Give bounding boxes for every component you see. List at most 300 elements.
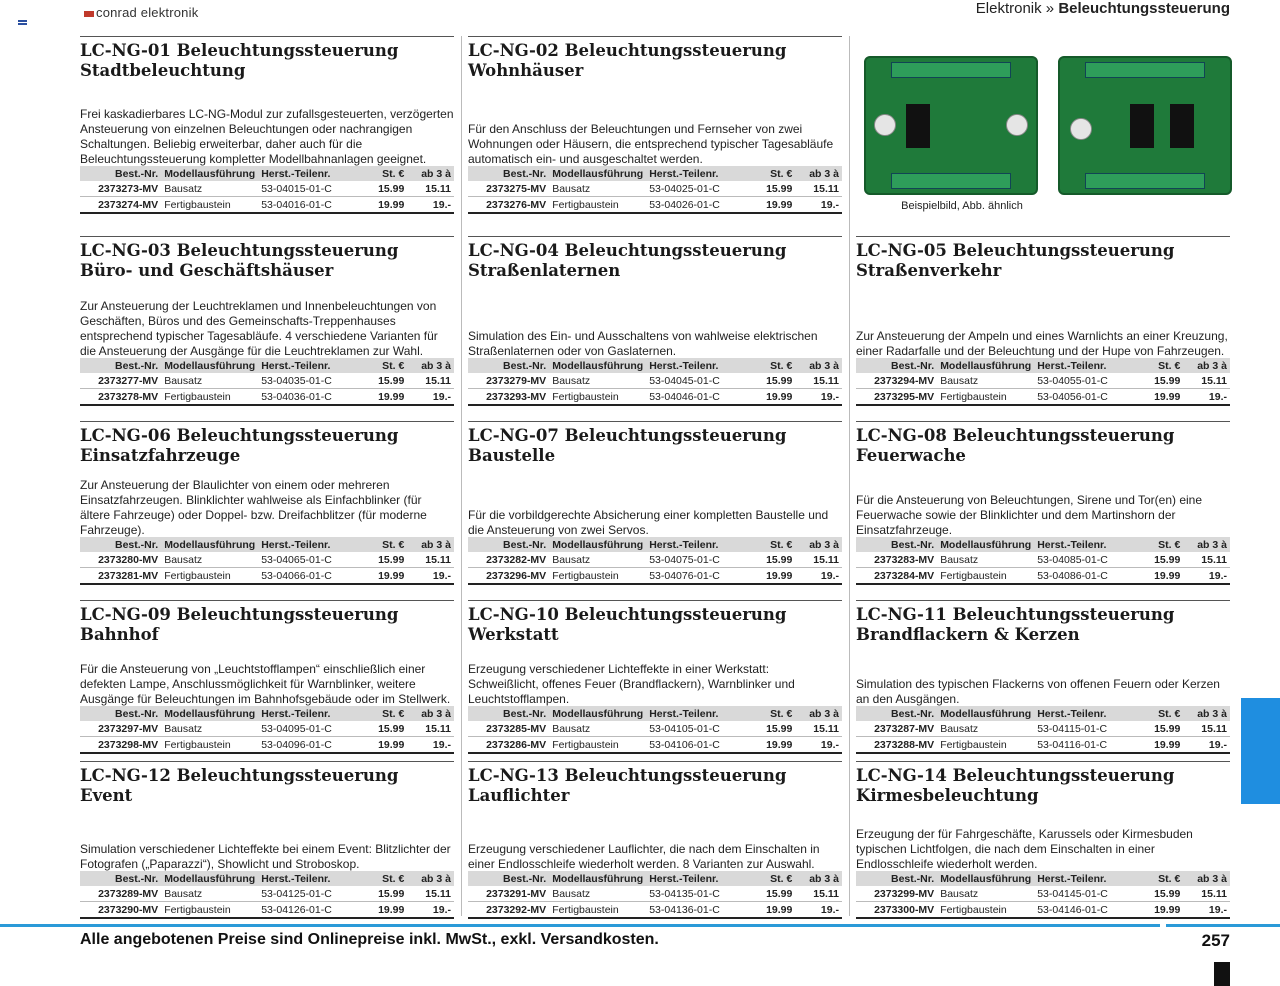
table-row[interactable] bbox=[80, 389, 454, 406]
table-header-cell: St. € bbox=[1135, 537, 1184, 552]
table-header-cell: Modellausführung bbox=[161, 358, 258, 373]
product-title: LC-NG-01 Beleuchtungssteuerung Stadtbeleuchtung bbox=[80, 41, 399, 80]
table-header-cell: Herst.-Teilenr. bbox=[258, 537, 359, 552]
product-title: LC-NG-06 Beleuchtungssteuerung Einsatzfahrzeuge bbox=[80, 426, 399, 465]
part-number: 53-04116-01-C bbox=[1034, 737, 1135, 754]
page-number: 257 bbox=[1201, 931, 1230, 950]
table-header-cell: Herst.-Teilenr. bbox=[1034, 871, 1135, 886]
price-single: 19.99 bbox=[747, 197, 796, 214]
product-description: Zur Ansteuerung der Leuchtreklamen und Innenbeleuchtungen von Geschäften, Büros und des Gemeinschafts-Treppenhauses entsprechend typischer Tagesabläufe. 4 verschiedene Varianten für die Ansteuerung der Ausgänge für die Leuchtreklamen zur Wahl. bbox=[80, 299, 438, 358]
order-number[interactable]: 2373289-MV bbox=[80, 886, 161, 902]
card-rule bbox=[468, 761, 842, 762]
table-header-cell: ab 3 à bbox=[1183, 358, 1230, 373]
price-bulk: 19.- bbox=[1183, 902, 1230, 919]
table-header-cell: St. € bbox=[1135, 706, 1184, 721]
price-table bbox=[80, 871, 454, 919]
product-title: LC-NG-03 Beleuchtungssteuerung Büro- und Geschäftshäuser bbox=[80, 241, 399, 280]
table-header-cell: Best.-Nr. bbox=[468, 358, 549, 373]
table-header-cell: ab 3 à bbox=[795, 871, 842, 886]
table-header-cell: ab 3 à bbox=[407, 166, 454, 181]
product-title: LC-NG-04 Beleuchtungssteuerung Straßenlaternen bbox=[468, 241, 787, 280]
model-variant: Bausatz bbox=[549, 373, 646, 389]
model-variant: Bausatz bbox=[549, 886, 646, 902]
price-table bbox=[468, 358, 842, 406]
price-single: 15.99 bbox=[1135, 373, 1184, 389]
part-number: 53-04105-01-C bbox=[646, 721, 747, 737]
model-variant: Bausatz bbox=[549, 721, 646, 737]
product-card bbox=[80, 761, 454, 919]
table-header-cell: ab 3 à bbox=[407, 537, 454, 552]
table-header-cell: St. € bbox=[359, 358, 408, 373]
part-number: 53-04045-01-C bbox=[646, 373, 747, 389]
part-number: 53-04096-01-C bbox=[258, 737, 359, 754]
table-row[interactable] bbox=[856, 737, 1230, 754]
table-row[interactable] bbox=[80, 552, 454, 568]
product-card bbox=[856, 600, 1230, 754]
table-header-cell: St. € bbox=[1135, 871, 1184, 886]
table-header-cell: Modellausführung bbox=[549, 871, 646, 886]
price-bulk: 15.11 bbox=[407, 373, 454, 389]
price-bulk: 19.- bbox=[795, 737, 842, 754]
product-description: Frei kaskadierbares LC-NG-Modul zur zufallsgesteuerten, verzögerten Ansteuerung von einzelnen Beleuchtungen oder nachrangigen Schaltungen. Beliebig erweiterbar, daher auch für die Beleuchtungssteuerung kompletter Modellbahnanlagen geeignet. bbox=[80, 107, 454, 166]
page-header bbox=[0, 0, 1280, 32]
table-header-cell: Herst.-Teilenr. bbox=[646, 537, 747, 552]
product-card bbox=[80, 600, 454, 754]
product-title: LC-NG-05 Beleuchtungssteuerung Straßenverkehr bbox=[856, 241, 1175, 280]
table-header-cell: Herst.-Teilenr. bbox=[1034, 358, 1135, 373]
breadcrumb-parent[interactable]: Elektronik » bbox=[975, 0, 1055, 17]
price-single: 15.99 bbox=[1135, 552, 1184, 568]
product-description: Für die Ansteuerung von Beleuchtungen, Sirene und Tor(en) eine Feuerwache sowie der Blinklichter und dem Martinshorn der Einsatzfahrzeuge. bbox=[856, 493, 1203, 537]
product-title: LC-NG-10 Beleuchtungssteuerung Werkstatt bbox=[468, 605, 787, 644]
part-number: 53-04035-01-C bbox=[258, 373, 359, 389]
product-title: LC-NG-12 Beleuchtungssteuerung Event bbox=[80, 766, 399, 805]
order-number[interactable]: 2373285-MV bbox=[468, 721, 549, 737]
table-row[interactable] bbox=[468, 886, 842, 902]
table-header-cell: St. € bbox=[359, 537, 408, 552]
model-variant: Bausatz bbox=[937, 552, 1034, 568]
table-header-cell: Best.-Nr. bbox=[80, 706, 161, 721]
table-row[interactable] bbox=[468, 552, 842, 568]
table-header-cell: Modellausführung bbox=[937, 537, 1034, 552]
footer-note: Alle angebotenen Preise sind Onlinepreise inkl. MwSt., exkl. Versandkosten. bbox=[80, 931, 659, 948]
card-rule bbox=[468, 600, 842, 601]
table-header-cell: Modellausführung bbox=[549, 706, 646, 721]
model-variant: Bausatz bbox=[937, 721, 1034, 737]
price-single: 19.99 bbox=[1135, 737, 1184, 754]
price-table bbox=[80, 706, 454, 754]
product-card bbox=[468, 421, 842, 585]
part-number: 53-04095-01-C bbox=[258, 721, 359, 737]
price-bulk: 15.11 bbox=[795, 181, 842, 197]
price-bulk: 19.- bbox=[795, 389, 842, 406]
table-header-cell: Modellausführung bbox=[549, 358, 646, 373]
price-single: 15.99 bbox=[747, 721, 796, 737]
table-header-cell: Herst.-Teilenr. bbox=[258, 358, 359, 373]
table-header-cell: Modellausführung bbox=[161, 537, 258, 552]
price-bulk: 15.11 bbox=[1183, 721, 1230, 737]
table-header-cell: Modellausführung bbox=[549, 166, 646, 181]
table-header-cell: St. € bbox=[359, 706, 408, 721]
table-row[interactable] bbox=[80, 568, 454, 585]
table-header-cell: Modellausführung bbox=[549, 537, 646, 552]
column-divider bbox=[849, 36, 850, 916]
table-row[interactable] bbox=[468, 568, 842, 585]
table-header-cell: Modellausführung bbox=[161, 706, 258, 721]
table-header-cell: ab 3 à bbox=[407, 871, 454, 886]
price-table bbox=[856, 537, 1230, 585]
product-card bbox=[468, 236, 842, 406]
price-single: 19.99 bbox=[747, 902, 796, 919]
table-header-cell: St. € bbox=[1135, 358, 1184, 373]
table-row[interactable] bbox=[468, 181, 842, 197]
table-header-cell: Best.-Nr. bbox=[468, 166, 549, 181]
order-number[interactable]: 2373290-MV bbox=[80, 902, 161, 919]
part-number: 53-04145-01-C bbox=[1034, 886, 1135, 902]
price-single: 15.99 bbox=[747, 886, 796, 902]
table-header-cell: Herst.-Teilenr. bbox=[1034, 706, 1135, 721]
model-variant: Fertigbaustein bbox=[161, 568, 258, 585]
order-number[interactable]: 2373274-MV bbox=[80, 197, 161, 214]
order-number[interactable]: 2373283-MV bbox=[856, 552, 937, 568]
table-header-cell: Best.-Nr. bbox=[856, 871, 937, 886]
price-bulk: 19.- bbox=[1183, 568, 1230, 585]
section-tab[interactable] bbox=[1241, 698, 1280, 804]
table-header-cell: Herst.-Teilenr. bbox=[1034, 537, 1135, 552]
table-row[interactable] bbox=[856, 552, 1230, 568]
product-description: Simulation des Ein- und Ausschaltens von wahlweise elektrischen Straßenlaternen oder von Gaslaternen. bbox=[468, 329, 818, 358]
price-bulk: 15.11 bbox=[795, 886, 842, 902]
table-row[interactable] bbox=[80, 181, 454, 197]
order-number[interactable]: 2373282-MV bbox=[468, 552, 549, 568]
table-header-cell: St. € bbox=[747, 166, 796, 181]
model-variant: Fertigbaustein bbox=[549, 737, 646, 754]
model-variant: Bausatz bbox=[937, 373, 1034, 389]
table-row[interactable] bbox=[856, 389, 1230, 406]
table-row[interactable] bbox=[856, 568, 1230, 585]
product-description: Simulation verschiedener Lichteffekte bei einem Event: Blitzlichter der Fotografen („Paparazzi“), Showlicht und Stroboskop. bbox=[80, 842, 451, 871]
part-number: 53-04126-01-C bbox=[258, 902, 359, 919]
table-header-cell: ab 3 à bbox=[1183, 871, 1230, 886]
logo bbox=[84, 5, 198, 20]
card-rule bbox=[80, 761, 454, 762]
order-number[interactable]: 2373294-MV bbox=[856, 373, 937, 389]
price-bulk: 15.11 bbox=[795, 552, 842, 568]
table-header-cell: Herst.-Teilenr. bbox=[646, 358, 747, 373]
table-header-cell: Modellausführung bbox=[937, 871, 1034, 886]
product-card bbox=[80, 421, 454, 585]
table-row[interactable] bbox=[468, 737, 842, 754]
table-header-cell: Best.-Nr. bbox=[80, 358, 161, 373]
price-bulk: 15.11 bbox=[795, 721, 842, 737]
card-rule bbox=[856, 421, 1230, 422]
card-rule bbox=[856, 761, 1230, 762]
product-card bbox=[856, 761, 1230, 919]
part-number: 53-04036-01-C bbox=[258, 389, 359, 406]
price-single: 19.99 bbox=[359, 568, 408, 585]
price-single: 15.99 bbox=[359, 886, 408, 902]
table-header-cell: St. € bbox=[747, 706, 796, 721]
table-header-cell: Herst.-Teilenr. bbox=[258, 706, 359, 721]
part-number: 53-04085-01-C bbox=[1034, 552, 1135, 568]
logo-mark-icon bbox=[84, 11, 94, 17]
price-table bbox=[856, 706, 1230, 754]
product-description: Simulation des typischen Flackerns von offenen Feuern oder Kerzen an den Ausgängen. bbox=[856, 677, 1220, 706]
part-number: 53-04125-01-C bbox=[258, 886, 359, 902]
price-bulk: 19.- bbox=[407, 197, 454, 214]
price-bulk: 19.- bbox=[407, 568, 454, 585]
price-single: 19.99 bbox=[747, 568, 796, 585]
footer-rule bbox=[0, 924, 1160, 927]
table-header-cell: Modellausführung bbox=[161, 871, 258, 886]
card-rule bbox=[80, 600, 454, 601]
product-card bbox=[856, 236, 1230, 406]
order-number[interactable]: 2373279-MV bbox=[468, 373, 549, 389]
table-row[interactable] bbox=[856, 373, 1230, 389]
price-table bbox=[856, 358, 1230, 406]
model-variant: Fertigbaustein bbox=[161, 902, 258, 919]
product-title: LC-NG-11 Beleuchtungssteuerung Brandflackern & Kerzen bbox=[856, 605, 1175, 644]
breadcrumb bbox=[976, 0, 1230, 17]
model-variant: Fertigbaustein bbox=[549, 902, 646, 919]
model-variant: Bausatz bbox=[161, 721, 258, 737]
model-variant: Bausatz bbox=[161, 373, 258, 389]
price-bulk: 19.- bbox=[795, 902, 842, 919]
table-row[interactable] bbox=[468, 902, 842, 919]
table-header-cell: Best.-Nr. bbox=[856, 358, 937, 373]
model-variant: Fertigbaustein bbox=[549, 389, 646, 406]
table-header-cell: ab 3 à bbox=[407, 358, 454, 373]
price-single: 19.99 bbox=[359, 902, 408, 919]
model-variant: Bausatz bbox=[161, 886, 258, 902]
table-header-cell: Best.-Nr. bbox=[80, 537, 161, 552]
price-bulk: 19.- bbox=[407, 902, 454, 919]
product-description: Erzeugung verschiedener Lauflichter, die nach dem Einschalten in einer Endlosschleife wiederholt werden. 8 Varianten zur Auswahl. bbox=[468, 842, 820, 871]
table-header-cell: Best.-Nr. bbox=[80, 166, 161, 181]
table-row[interactable] bbox=[468, 721, 842, 737]
footer-rule bbox=[1166, 924, 1280, 927]
product-title: LC-NG-13 Beleuchtungssteuerung Lauflichter bbox=[468, 766, 787, 805]
table-header-cell: St. € bbox=[747, 537, 796, 552]
order-number[interactable]: 2373299-MV bbox=[856, 886, 937, 902]
price-single: 19.99 bbox=[1135, 902, 1184, 919]
price-bulk: 15.11 bbox=[407, 721, 454, 737]
price-single: 19.99 bbox=[747, 389, 796, 406]
price-table bbox=[468, 706, 842, 754]
card-rule bbox=[80, 236, 454, 237]
price-single: 19.99 bbox=[359, 389, 408, 406]
table-row[interactable] bbox=[468, 197, 842, 214]
model-variant: Fertigbaustein bbox=[161, 737, 258, 754]
table-row[interactable] bbox=[80, 373, 454, 389]
price-bulk: 19.- bbox=[795, 197, 842, 214]
column-divider bbox=[461, 36, 462, 916]
product-card bbox=[468, 761, 842, 919]
part-number: 53-04086-01-C bbox=[1034, 568, 1135, 585]
price-bulk: 15.11 bbox=[407, 552, 454, 568]
product-description: Erzeugung der für Fahrgeschäfte, Karussels oder Kirmesbuden typischen Lichtfolgen, die nach dem Einschalten in einer Endlosschleife wiederholt werden. bbox=[856, 827, 1193, 871]
product-description: Für die vorbildgerechte Absicherung einer kompletten Baustelle und die Ansteuerung von zwei Servos. bbox=[468, 508, 829, 537]
order-number[interactable]: 2373280-MV bbox=[80, 552, 161, 568]
price-single: 15.99 bbox=[359, 552, 408, 568]
model-variant: Bausatz bbox=[937, 886, 1034, 902]
price-bulk: 19.- bbox=[1183, 389, 1230, 406]
order-number[interactable]: 2373275-MV bbox=[468, 181, 549, 197]
table-row[interactable] bbox=[80, 737, 454, 754]
price-single: 19.99 bbox=[1135, 389, 1184, 406]
part-number: 53-04055-01-C bbox=[1034, 373, 1135, 389]
model-variant: Bausatz bbox=[161, 552, 258, 568]
table-header-cell: Herst.-Teilenr. bbox=[646, 166, 747, 181]
order-number[interactable]: 2373293-MV bbox=[468, 389, 549, 406]
table-header-cell: Modellausführung bbox=[937, 358, 1034, 373]
order-number[interactable]: 2373291-MV bbox=[468, 886, 549, 902]
order-number[interactable]: 2373296-MV bbox=[468, 568, 549, 585]
price-table bbox=[80, 166, 454, 214]
product-description: Zur Ansteuerung der Ampeln und eines Warnlichts an einer Kreuzung, einer Radarfalle und der Beleuchtung und der Hupe von Fahrzeugen. bbox=[856, 329, 1228, 358]
price-table bbox=[80, 537, 454, 585]
table-header-cell: St. € bbox=[747, 871, 796, 886]
table-row[interactable] bbox=[856, 886, 1230, 902]
price-single: 19.99 bbox=[359, 197, 408, 214]
table-row[interactable] bbox=[856, 902, 1230, 919]
table-header-cell: Modellausführung bbox=[937, 706, 1034, 721]
table-header-cell: Herst.-Teilenr. bbox=[646, 706, 747, 721]
price-bulk: 15.11 bbox=[407, 886, 454, 902]
product-card bbox=[80, 236, 454, 406]
card-rule bbox=[856, 600, 1230, 601]
price-bulk: 19.- bbox=[795, 568, 842, 585]
part-number: 53-04025-01-C bbox=[646, 181, 747, 197]
table-header-cell: Herst.-Teilenr. bbox=[258, 871, 359, 886]
circuit-board-image bbox=[864, 56, 1038, 195]
circuit-board-image bbox=[1058, 56, 1232, 195]
product-description: Zur Ansteuerung der Blaulichter von einem oder mehreren Einsatzfahrzeugen. Blinklichter wahlweise als Einfachblinker (für ältere Fahrzeuge) oder Doppel- bzw. Dreifachblitzer (für moderne Fahrzeuge). bbox=[80, 478, 427, 537]
order-number[interactable]: 2373286-MV bbox=[468, 737, 549, 754]
part-number: 53-04146-01-C bbox=[1034, 902, 1135, 919]
price-single: 15.99 bbox=[1135, 721, 1184, 737]
table-row[interactable] bbox=[80, 721, 454, 737]
table-header-cell: ab 3 à bbox=[407, 706, 454, 721]
order-number[interactable]: 2373295-MV bbox=[856, 389, 937, 406]
model-variant: Fertigbaustein bbox=[161, 389, 258, 406]
table-row[interactable] bbox=[80, 197, 454, 214]
table-header-cell: ab 3 à bbox=[795, 166, 842, 181]
price-bulk: 15.11 bbox=[1183, 373, 1230, 389]
order-number[interactable]: 2373298-MV bbox=[80, 737, 161, 754]
table-header-cell: ab 3 à bbox=[1183, 706, 1230, 721]
product-title: LC-NG-08 Beleuchtungssteuerung Feuerwache bbox=[856, 426, 1175, 465]
price-single: 19.99 bbox=[747, 737, 796, 754]
part-number: 53-04076-01-C bbox=[646, 568, 747, 585]
product-title: LC-NG-14 Beleuchtungssteuerung Kirmesbeleuchtung bbox=[856, 766, 1175, 805]
price-bulk: 15.11 bbox=[1183, 886, 1230, 902]
table-row[interactable] bbox=[468, 389, 842, 406]
model-variant: Fertigbaustein bbox=[549, 568, 646, 585]
table-header-cell: St. € bbox=[747, 358, 796, 373]
part-number: 53-04016-01-C bbox=[258, 197, 359, 214]
order-number[interactable]: 2373284-MV bbox=[856, 568, 937, 585]
price-bulk: 15.11 bbox=[795, 373, 842, 389]
order-number[interactable]: 2373276-MV bbox=[468, 197, 549, 214]
card-rule bbox=[80, 421, 454, 422]
breadcrumb-current: Beleuchtungssteuerung bbox=[1058, 0, 1230, 17]
table-header-cell: Best.-Nr. bbox=[856, 706, 937, 721]
product-title: LC-NG-02 Beleuchtungssteuerung Wohnhäuser bbox=[468, 41, 787, 80]
order-number[interactable]: 2373288-MV bbox=[856, 737, 937, 754]
order-number[interactable]: 2373278-MV bbox=[80, 389, 161, 406]
table-header-cell: ab 3 à bbox=[795, 358, 842, 373]
product-title: LC-NG-07 Beleuchtungssteuerung Baustelle bbox=[468, 426, 787, 465]
price-single: 15.99 bbox=[747, 552, 796, 568]
part-number: 53-04065-01-C bbox=[258, 552, 359, 568]
price-single: 15.99 bbox=[747, 181, 796, 197]
price-table bbox=[468, 537, 842, 585]
table-header-cell: Modellausführung bbox=[161, 166, 258, 181]
logo-text: conrad elektronik bbox=[96, 5, 199, 20]
flag-icon bbox=[18, 20, 27, 27]
order-number[interactable]: 2373297-MV bbox=[80, 721, 161, 737]
price-single: 19.99 bbox=[1135, 568, 1184, 585]
price-table bbox=[468, 871, 842, 919]
table-header-cell: ab 3 à bbox=[795, 537, 842, 552]
model-variant: Fertigbaustein bbox=[549, 197, 646, 214]
table-header-cell: Best.-Nr. bbox=[80, 871, 161, 886]
model-variant: Bausatz bbox=[549, 552, 646, 568]
order-number[interactable]: 2373292-MV bbox=[468, 902, 549, 919]
table-row[interactable] bbox=[856, 721, 1230, 737]
part-number: 53-04115-01-C bbox=[1034, 721, 1135, 737]
product-card bbox=[468, 600, 842, 754]
part-number: 53-04136-01-C bbox=[646, 902, 747, 919]
part-number: 53-04046-01-C bbox=[646, 389, 747, 406]
model-variant: Bausatz bbox=[549, 181, 646, 197]
product-title: LC-NG-09 Beleuchtungssteuerung Bahnhof bbox=[80, 605, 399, 644]
price-bulk: 19.- bbox=[407, 737, 454, 754]
price-single: 15.99 bbox=[1135, 886, 1184, 902]
price-bulk: 15.11 bbox=[1183, 552, 1230, 568]
part-number: 53-04056-01-C bbox=[1034, 389, 1135, 406]
card-rule bbox=[856, 236, 1230, 237]
order-number[interactable]: 2373281-MV bbox=[80, 568, 161, 585]
table-header-cell: St. € bbox=[359, 871, 408, 886]
table-row[interactable] bbox=[80, 886, 454, 902]
order-number[interactable]: 2373287-MV bbox=[856, 721, 937, 737]
product-description: Für die Ansteuerung von „Leuchtstofflampen“ einschließlich einer defekten Lampe, Anschlussmöglichkeit für Warnblinker, weitere Ausgänge für Beleuchtungen im Bahnhofsgebäude oder im Stellwerk. bbox=[80, 662, 451, 706]
price-single: 15.99 bbox=[359, 373, 408, 389]
model-variant: Fertigbaustein bbox=[161, 197, 258, 214]
table-row[interactable] bbox=[80, 902, 454, 919]
table-row[interactable] bbox=[468, 373, 842, 389]
card-rule bbox=[80, 36, 454, 37]
table-header-cell: St. € bbox=[359, 166, 408, 181]
card-rule bbox=[468, 36, 842, 37]
part-number: 53-04106-01-C bbox=[646, 737, 747, 754]
card-rule bbox=[468, 421, 842, 422]
price-bulk: 15.11 bbox=[407, 181, 454, 197]
model-variant: Fertigbaustein bbox=[937, 737, 1034, 754]
price-single: 15.99 bbox=[359, 721, 408, 737]
model-variant: Fertigbaustein bbox=[937, 568, 1034, 585]
part-number: 53-04075-01-C bbox=[646, 552, 747, 568]
order-number[interactable]: 2373277-MV bbox=[80, 373, 161, 389]
order-number[interactable]: 2373300-MV bbox=[856, 902, 937, 919]
price-bulk: 19.- bbox=[1183, 737, 1230, 754]
part-number: 53-04135-01-C bbox=[646, 886, 747, 902]
order-number[interactable]: 2373273-MV bbox=[80, 181, 161, 197]
product-card bbox=[856, 421, 1230, 585]
card-rule bbox=[468, 236, 842, 237]
